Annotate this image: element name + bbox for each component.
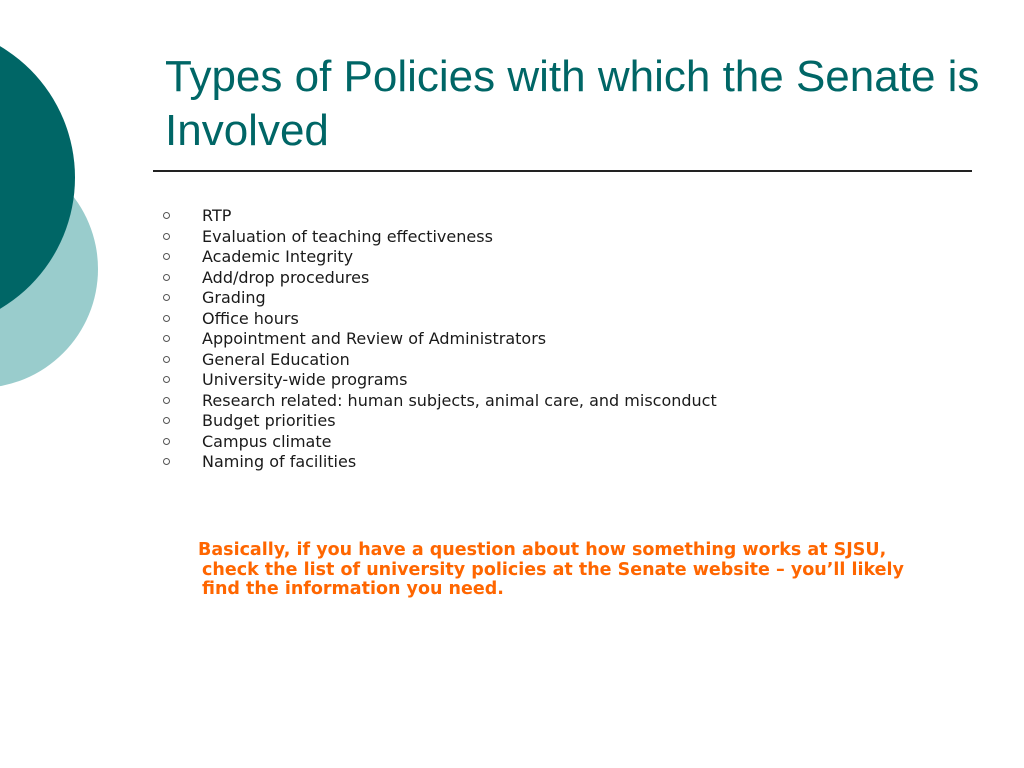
list-item-text: RTP	[202, 206, 232, 225]
bullet-circle-icon	[163, 212, 170, 219]
list-item-text: Office hours	[202, 308, 299, 328]
bullet-circle-icon	[163, 417, 170, 424]
list-item-text: Campus climate	[202, 431, 332, 451]
bullet-circle-icon	[163, 253, 170, 260]
bullet-circle-icon	[163, 397, 170, 404]
title-divider	[153, 170, 972, 172]
list-item-text: Research related: human subjects, animal care, and misconduct	[202, 390, 717, 410]
list-item-text: Academic Integrity	[202, 247, 354, 266]
bullet-circle-icon	[163, 376, 170, 383]
bullet-circle-icon	[163, 233, 170, 240]
list-item-text: Grading	[202, 288, 266, 307]
bullet-circle-icon	[163, 335, 170, 342]
bullet-circle-icon	[163, 294, 170, 301]
list-item-text: University-wide programs	[202, 370, 408, 389]
bullet-circle-icon	[163, 438, 170, 445]
list-item-text: Appointment and Review of Administrators	[202, 329, 547, 348]
bullet-circle-icon	[163, 274, 170, 281]
bullet-circle-icon	[163, 458, 170, 465]
list-item-text: Naming of facilities	[202, 452, 357, 471]
list-item-text: Budget priorities	[202, 411, 336, 430]
bullet-circle-icon	[163, 356, 170, 363]
slide-title: Types of Policies with which the Senate is Involved	[165, 52, 980, 155]
list-item-text: Add/drop procedures	[202, 267, 370, 287]
list-item-text: General Education	[202, 349, 350, 369]
list-item-text: Evaluation of teaching effectiveness	[202, 226, 493, 246]
bullet-circle-icon	[163, 315, 170, 322]
highlight-note: Basically, if you have a question about how something works at SJSU, check the list of university policies at the Senate website – you’ll likely find the information you need.	[198, 540, 904, 599]
